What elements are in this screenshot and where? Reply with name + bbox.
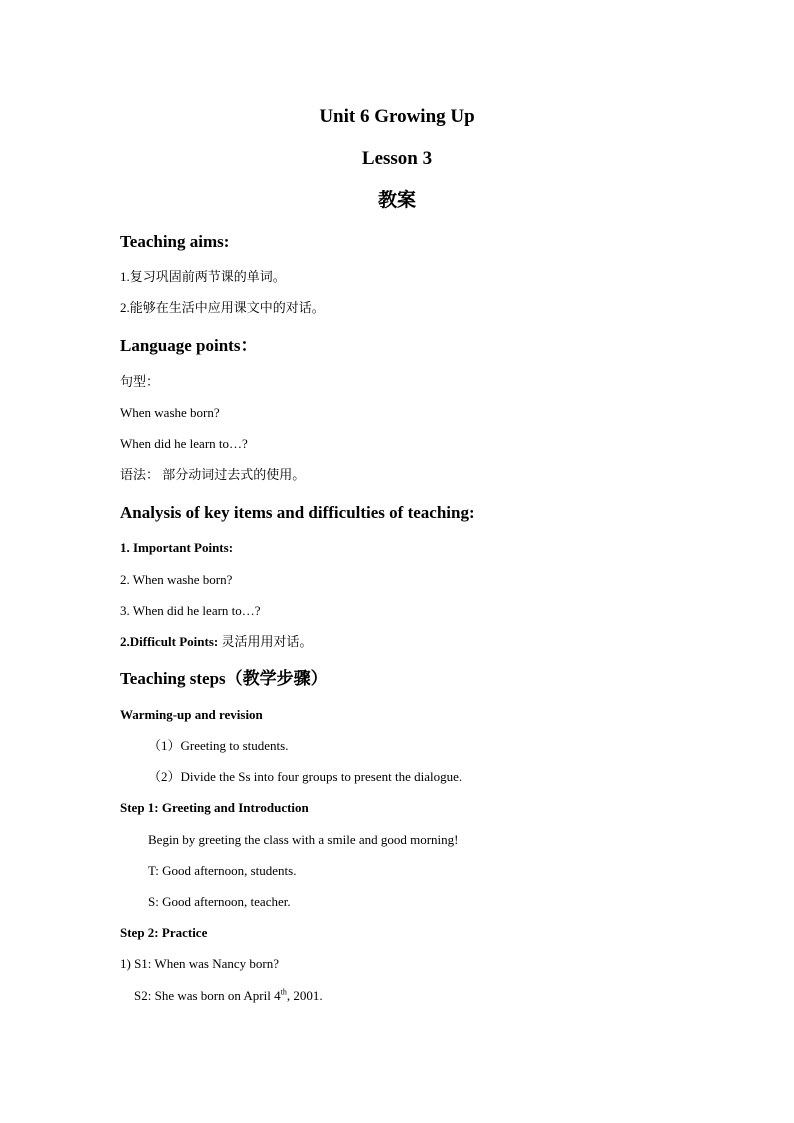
step2-line-2-end: , 2001. [286,988,323,1003]
warmup-title: Warming-up and revision [120,707,263,722]
step1-line-1: Begin by greeting the class with a smile and good morning! [148,832,459,847]
teaching-steps-heading: Teaching steps（教学步骤） [120,669,328,688]
document-kind-title: 教案 [377,190,416,211]
language-points-heading: Language points： [120,336,258,355]
step1-title: Step 1: Greeting and Introduction [120,800,309,815]
unit-title: Unit 6 Growing Up [319,106,475,127]
teaching-aim-item-2: 2.能够在生活中应用课文中的对话。 [120,300,325,315]
warmup-item-2: （2）Divide the Ss into four groups to present the dialogue. [148,769,463,784]
step1-line-3: S: Good afternoon, teacher. [148,894,291,909]
teaching-aims-heading: Teaching aims: [120,232,230,251]
analysis-heading: Analysis of key items and difficulties of teaching: [120,503,475,522]
warmup-item-1: （1）Greeting to students. [148,738,289,753]
teaching-aim-item-1: 1.复习巩固前两节课的单词。 [120,269,286,284]
important-point-item-1: 2. When washe born? [120,572,233,587]
sentence-pattern-label: 句型： [120,374,160,389]
step1-line-2: T: Good afternoon, students. [148,863,297,878]
difficult-points-label: 2.Difficult Points: [120,634,219,649]
step2-line-2 [134,987,323,1005]
important-point-item-2: 3. When did he learn to…? [120,603,261,618]
difficult-points-text: 灵活用用对话。 [218,634,313,649]
sentence-pattern-1: When washe born? [120,405,220,420]
sentence-pattern-2: When did he learn to…? [120,436,248,451]
step2-line-1: 1) S1: When was Nancy born? [120,956,279,971]
grammar-line: 语法： 部分动词过去式的使用。 [120,467,306,482]
lesson-title: Lesson 3 [361,148,433,169]
difficult-points-line [120,633,312,651]
step2-line-2-text: S2: She was born on April 4 [134,988,281,1003]
ordinal-suffix: th [280,987,287,997]
step2-title: Step 2: Practice [120,925,208,940]
important-points-label: 1. Important Points: [120,540,234,555]
